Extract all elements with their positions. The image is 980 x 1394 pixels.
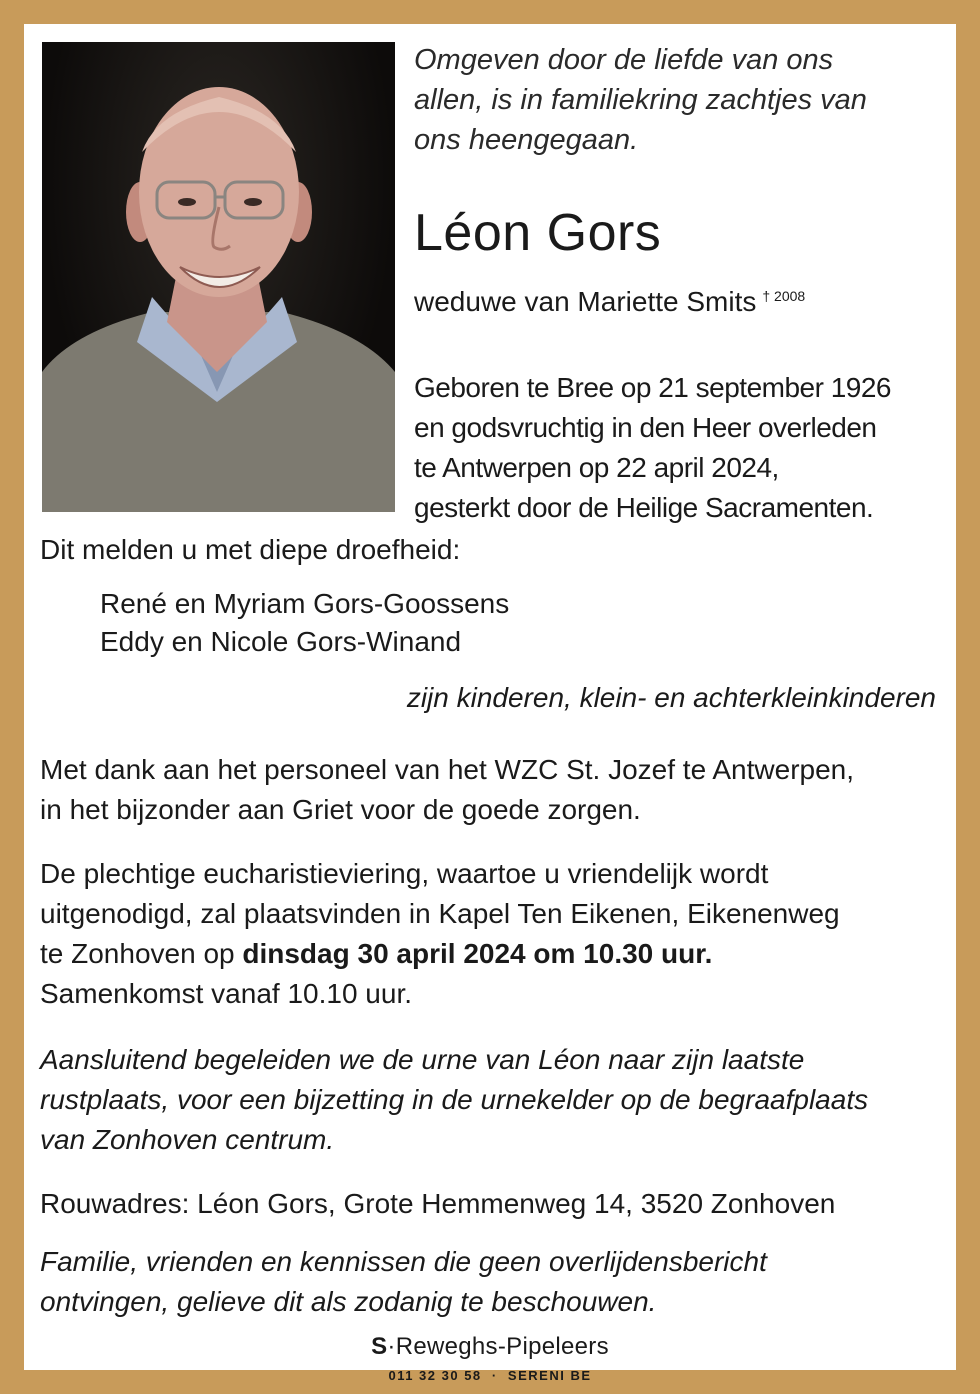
- funeral-home-brand: [24, 1332, 956, 1362]
- ceremony-paragraph: De plechtige eucharistieviering, waartoe u vriendelijk wordt uitgenodigd, zal plaatsvinden in Kapel Ten Eikenen, Eikenenweg te Zonhoven op dinsdag 30 april 2024 om 10.30 uur. Samenkomst vanaf 10.10 uur.: [40, 858, 840, 1009]
- widow-line: [414, 282, 805, 322]
- portrait-illustration: [42, 42, 395, 512]
- notice-paragraph: Familie, vrienden en kennissen die geen overlijdensbericht ontvingen, gelieve dit als zodanig te beschouwen.: [40, 1246, 767, 1317]
- widow-death-year: † 2008: [762, 288, 806, 304]
- portrait-photo: [42, 42, 395, 512]
- widow-text: weduwe van Mariette Smits: [414, 286, 757, 317]
- funeral-home-contact: 011 32 30 58 · SERENI BE: [388, 1368, 592, 1383]
- ceremony-date-time: dinsdag 30 april 2024 om 10.30 uur.: [242, 938, 713, 969]
- family-member: René en Myriam Gors-Goossens: [100, 588, 510, 619]
- brand-name: ·Reweghs-Pipeleers: [387, 1333, 609, 1360]
- brand-logo-mark: S: [371, 1333, 388, 1360]
- thanks-paragraph: Met dank aan het personeel van het WZC St. Jozef te Antwerpen, in het bijzonder aan Griet voor de goede zorgen.: [40, 754, 855, 825]
- announcement-line: Dit melden u met diepe droefheid:: [40, 534, 461, 565]
- intro-text: Omgeven door de liefde van ons allen, is in familiekring zachtjes van ons heengegaan.: [414, 44, 867, 156]
- family-member: Eddy en Nicole Gors-Winand: [100, 626, 462, 657]
- obituary-card: [24, 24, 956, 1383]
- birth-death-details: Geboren te Bree op 21 september 1926 en godsvruchtig in den Heer overleden te Antwerpen op 22 april 2024, gesterkt door de Heilige Sacramenten.: [414, 372, 892, 523]
- urn-paragraph: Aansluitend begeleiden we de urne van Léon naar zijn laatste rustplaats, voor een bijzetting in de urnekelder op de begraafplaats van Zonhoven centrum.: [40, 1044, 869, 1155]
- relations-line: zijn kinderen, klein- en achterkleinkinderen: [406, 682, 936, 713]
- mourning-address: Rouwadres: Léon Gors, Grote Hemmenweg 14, 3520 Zonhoven: [40, 1188, 836, 1219]
- deceased-name: Léon Gors: [414, 204, 662, 262]
